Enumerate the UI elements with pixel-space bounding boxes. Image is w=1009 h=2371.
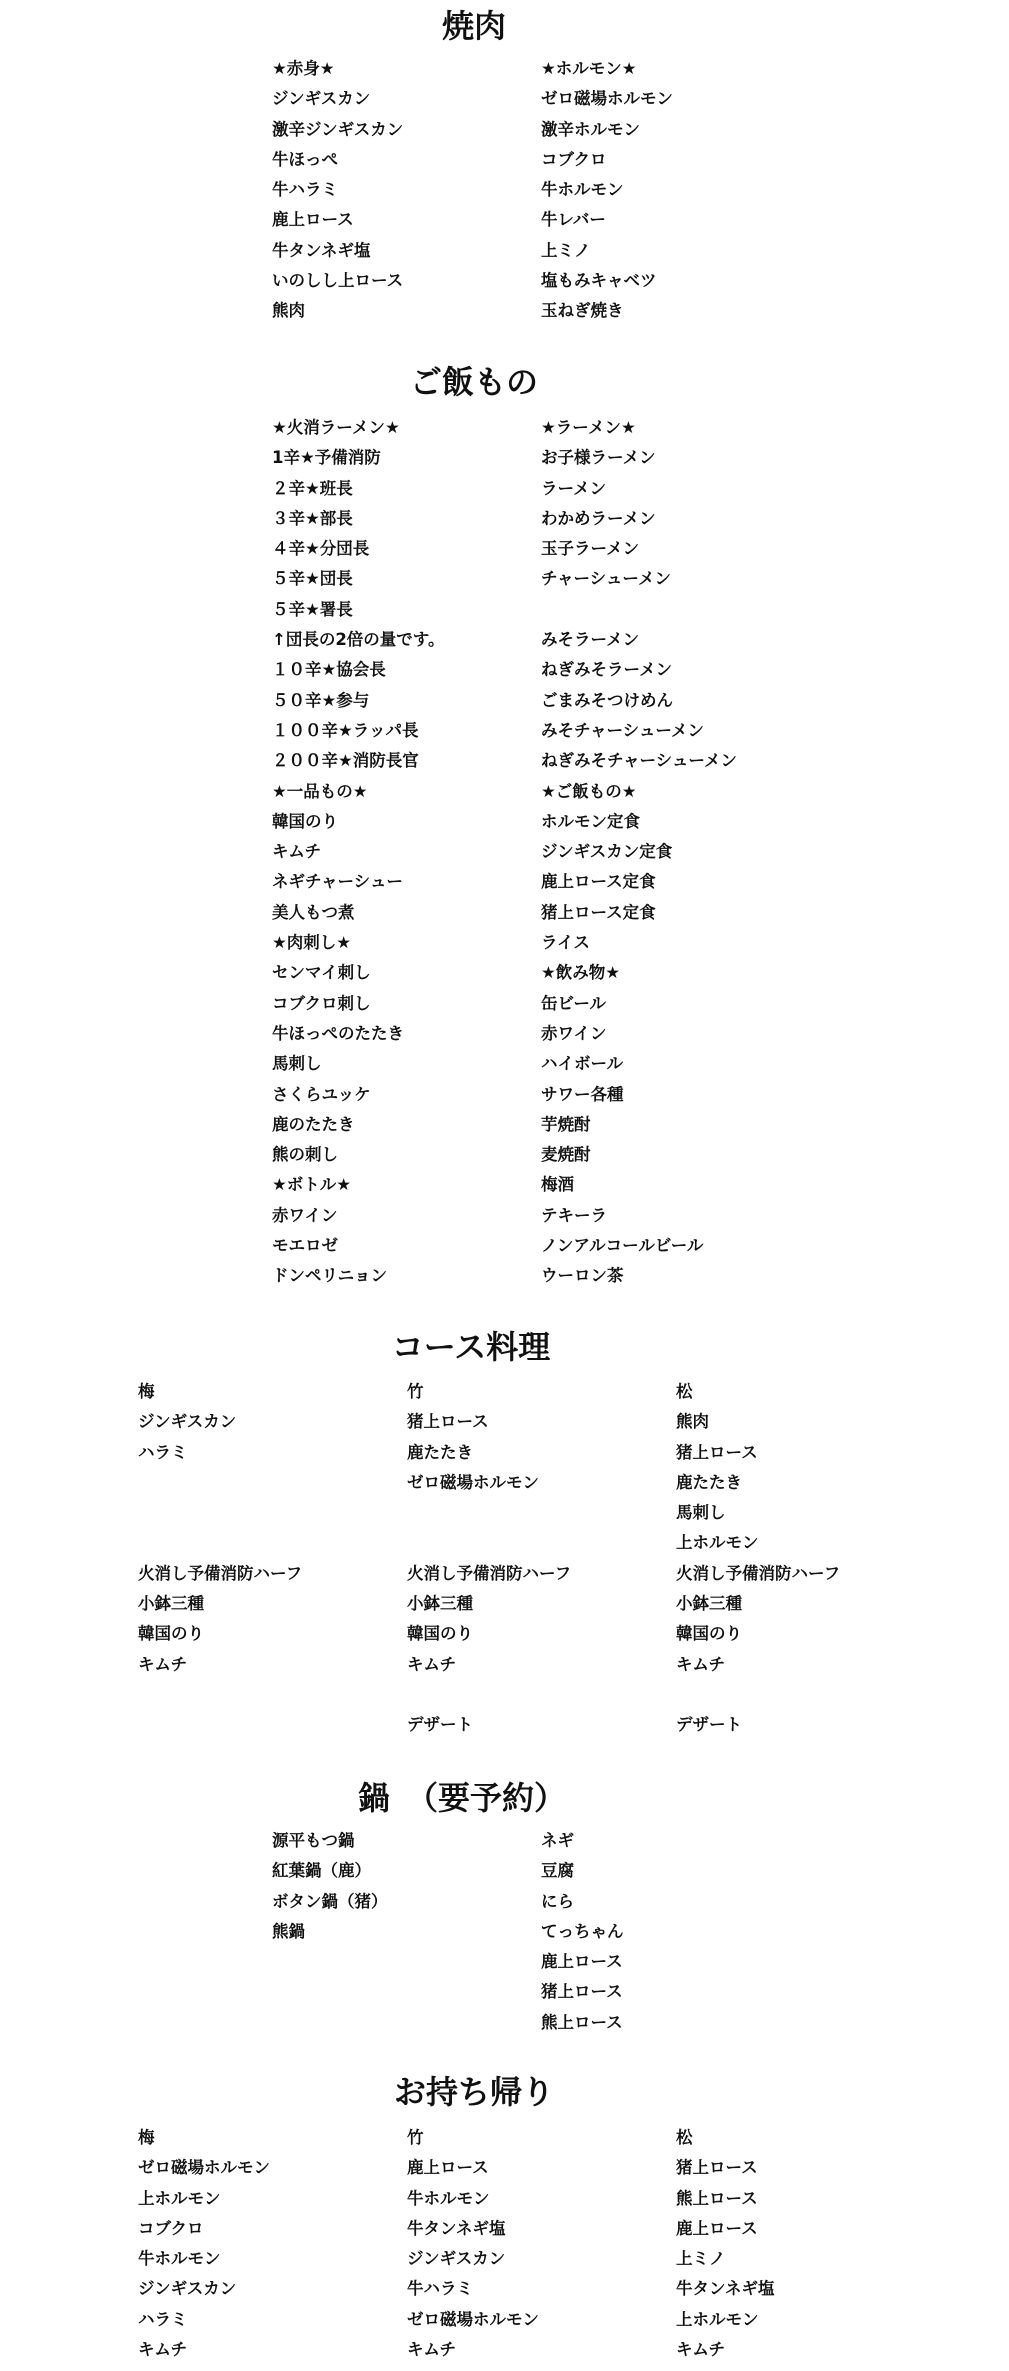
menu-item: 熊上ロース bbox=[676, 2188, 758, 2208]
menu-column-left bbox=[272, 1826, 388, 1947]
menu-item: ねぎみそラーメン bbox=[541, 660, 673, 680]
menu-item: 牛ハラミ bbox=[407, 2279, 473, 2299]
menu-item: ★ご飯もの★ bbox=[541, 781, 637, 801]
menu-item: ホルモン定食 bbox=[541, 811, 640, 831]
menu-item: 牛タンネギ塩 bbox=[676, 2279, 775, 2299]
menu-column-right bbox=[541, 1826, 624, 2038]
menu-item: 玉子ラーメン bbox=[541, 539, 640, 559]
takeout-column-ume bbox=[138, 2123, 270, 2365]
menu-column-right bbox=[541, 54, 673, 327]
menu-item: 熊上ロース bbox=[541, 2012, 623, 2032]
menu-item: 猪上ロース bbox=[676, 1442, 758, 1462]
menu-item: 小鉢三種 bbox=[407, 1594, 473, 1614]
menu-item: 牛タンネギ塩 bbox=[407, 2218, 506, 2238]
menu-item: 牛ホルモン bbox=[407, 2188, 490, 2208]
menu-item: 熊肉 bbox=[272, 301, 305, 321]
menu-item: にら bbox=[541, 1891, 574, 1911]
menu-item: 馬刺し bbox=[272, 1054, 322, 1074]
menu-item: 鹿上ロース bbox=[407, 2158, 489, 2178]
menu-item: ★飲み物★ bbox=[541, 963, 621, 983]
menu-item: キムチ bbox=[138, 1654, 188, 1674]
menu-item: 韓国のり bbox=[676, 1624, 742, 1644]
menu-item: いのしし上ロース bbox=[272, 271, 404, 291]
blank-row bbox=[138, 1498, 302, 1528]
menu-item: キムチ bbox=[407, 2340, 457, 2360]
menu-item: ↑団長の2倍の量です。 bbox=[272, 630, 445, 650]
menu-item: ★火消ラーメン★ bbox=[272, 418, 400, 437]
menu-item: 鹿たたき bbox=[407, 1442, 473, 1462]
menu-item: センマイ刺し bbox=[272, 963, 371, 983]
menu-item: わかめラーメン bbox=[541, 508, 656, 528]
menu-item: お子様ラーメン bbox=[541, 448, 656, 468]
menu-item: ★肉刺し★ bbox=[272, 933, 352, 953]
menu-item: １０辛★協会長 bbox=[272, 660, 386, 680]
menu-item: 鹿上ロース定食 bbox=[541, 872, 656, 892]
menu-item: ★赤身★ bbox=[272, 59, 335, 78]
menu-item: 紅葉鍋（鹿） bbox=[272, 1861, 371, 1881]
menu-item: 火消し予備消防ハーフ bbox=[676, 1563, 841, 1583]
menu-item: ボタン鍋（猪） bbox=[272, 1891, 388, 1911]
menu-item: ★一品もの★ bbox=[272, 781, 368, 801]
menu-item: 玉ねぎ焼き bbox=[541, 301, 624, 321]
menu-item: 塩もみキャベツ bbox=[541, 271, 657, 291]
menu-item: 猪上ロース定食 bbox=[541, 902, 656, 922]
menu-item: ジンギスカン定食 bbox=[541, 842, 673, 862]
menu-item: ドンペリニョン bbox=[272, 1266, 388, 1286]
section-title: ご飯もの bbox=[409, 363, 539, 401]
menu-item: ゼロ磁場ホルモン bbox=[407, 2309, 539, 2329]
menu-item: 上ミノ bbox=[541, 240, 591, 260]
menu-item: 梅 bbox=[138, 1382, 155, 1401]
menu-item: 熊鍋 bbox=[272, 1921, 305, 1941]
menu-item: ラーメン bbox=[541, 478, 607, 498]
course-column-matsu bbox=[676, 1377, 840, 1741]
menu-item: 上ミノ bbox=[676, 2249, 726, 2269]
menu-item: 鹿のたたき bbox=[272, 1114, 355, 1134]
menu-item: ５０辛★参与 bbox=[272, 690, 370, 710]
menu-item: 竹 bbox=[407, 2128, 424, 2147]
menu-item: ジンギスカン bbox=[138, 2279, 237, 2299]
menu-item: 松 bbox=[676, 2128, 693, 2147]
menu-item: 韓国のり bbox=[138, 1624, 204, 1644]
menu-item: コブクロ bbox=[541, 149, 607, 169]
menu-item: ネギ bbox=[541, 1831, 574, 1850]
menu-item: キムチ bbox=[272, 842, 322, 862]
menu-item: デザート bbox=[407, 1715, 473, 1735]
menu-item: ウーロン茶 bbox=[541, 1266, 624, 1286]
menu-item: ごまみそつけめん bbox=[541, 690, 673, 710]
menu-item: 熊肉 bbox=[676, 1412, 709, 1432]
blank-row bbox=[676, 1680, 840, 1710]
menu-item: ハイボール bbox=[541, 1054, 624, 1074]
menu-item: １００辛★ラッパ長 bbox=[272, 720, 419, 740]
menu-item: 牛ホルモン bbox=[541, 180, 624, 200]
menu-item: 鹿上ロース bbox=[676, 2218, 758, 2238]
menu-item: 激辛ジンギスカン bbox=[272, 119, 404, 139]
menu-item: ３辛★部長 bbox=[272, 508, 353, 528]
menu-item: 牛ホルモン bbox=[138, 2249, 221, 2269]
menu-item: ２００辛★消防長官 bbox=[272, 751, 419, 771]
section-title: 鍋 （要予約） bbox=[357, 1779, 567, 1817]
section-title: お持ち帰り bbox=[393, 2073, 555, 2111]
menu-item: ハラミ bbox=[138, 1442, 188, 1462]
menu-item: 梅 bbox=[138, 2128, 155, 2147]
blank-row bbox=[407, 1528, 571, 1558]
menu-item: 小鉢三種 bbox=[138, 1594, 204, 1614]
menu-item: ねぎみそチャーシューメン bbox=[541, 751, 738, 771]
menu-item: ゼロ磁場ホルモン bbox=[407, 1472, 539, 1492]
course-column-take bbox=[407, 1377, 571, 1741]
menu-item: 上ホルモン bbox=[138, 2188, 221, 2208]
menu-item: 熊の刺し bbox=[272, 1145, 338, 1165]
menu-item: ★ホルモン★ bbox=[541, 59, 637, 78]
menu-item: 鹿たたき bbox=[676, 1472, 742, 1492]
menu-item: 猪上ロース bbox=[407, 1412, 489, 1432]
menu-item: ５辛★団長 bbox=[272, 569, 353, 589]
menu-column-left bbox=[272, 54, 403, 327]
menu-item: ノンアルコールビール bbox=[541, 1236, 704, 1256]
blank-row bbox=[407, 1498, 571, 1528]
menu-item: キムチ bbox=[676, 1654, 726, 1674]
menu-item: 牛タンネギ塩 bbox=[272, 240, 371, 260]
menu-item: 韓国のり bbox=[407, 1624, 473, 1644]
menu-item: 豆腐 bbox=[541, 1861, 574, 1881]
menu-item: チャーシューメン bbox=[541, 569, 672, 589]
menu-item: 源平もつ鍋 bbox=[272, 1831, 355, 1850]
menu-item: 牛ハラミ bbox=[272, 180, 338, 200]
menu-item: サワー各種 bbox=[541, 1084, 624, 1104]
menu-item: ★ボトル★ bbox=[272, 1175, 352, 1195]
menu-column-right bbox=[541, 413, 737, 1292]
menu-item: てっちゃん bbox=[541, 1921, 624, 1941]
menu-item: 美人もつ煮 bbox=[272, 902, 355, 922]
menu-item: 上ホルモン bbox=[676, 2309, 759, 2329]
menu-item: キムチ bbox=[676, 2340, 726, 2360]
menu-item: モエロゼ bbox=[272, 1236, 338, 1256]
menu-item: ５辛★署長 bbox=[272, 599, 353, 619]
menu-item: 竹 bbox=[407, 1382, 424, 1401]
menu-item: 上ホルモン bbox=[676, 1533, 759, 1553]
blank-row bbox=[138, 1468, 302, 1498]
menu-item: 鹿上ロース bbox=[272, 210, 354, 230]
menu-item: 鹿上ロース bbox=[541, 1952, 623, 1972]
blank-row bbox=[138, 1528, 302, 1558]
takeout-column-matsu bbox=[676, 2123, 775, 2365]
menu-item: ４辛★分団長 bbox=[272, 539, 370, 559]
menu-item: 小鉢三種 bbox=[676, 1594, 742, 1614]
section-title: 焼肉 bbox=[441, 7, 507, 45]
menu-item: 韓国のり bbox=[272, 811, 338, 831]
menu-item: ２辛★班長 bbox=[272, 478, 353, 498]
takeout-column-take bbox=[407, 2123, 539, 2365]
menu-item: テキーラ bbox=[541, 1205, 607, 1225]
menu-item: 缶ビール bbox=[541, 993, 607, 1013]
menu-item: 牛ほっぺ bbox=[272, 149, 338, 169]
menu-item: コブクロ刺し bbox=[272, 993, 371, 1013]
menu-item: ゼロ磁場ホルモン bbox=[541, 89, 673, 109]
menu-item: キムチ bbox=[407, 1654, 457, 1674]
menu-item: ジンギスカン bbox=[138, 1412, 237, 1432]
menu-item: ゼロ磁場ホルモン bbox=[138, 2158, 270, 2178]
menu-item: ジンギスカン bbox=[407, 2249, 506, 2269]
menu-item: ハラミ bbox=[138, 2309, 188, 2329]
menu-item: 芋焼酎 bbox=[541, 1114, 591, 1134]
menu-item: 火消し予備消防ハーフ bbox=[138, 1563, 303, 1583]
menu-item: ★ラーメン★ bbox=[541, 418, 636, 437]
menu-item: 麦焼酎 bbox=[541, 1145, 591, 1165]
menu-item: 馬刺し bbox=[676, 1503, 726, 1523]
menu-item: ライス bbox=[541, 933, 590, 953]
menu-item: みそチャーシューメン bbox=[541, 720, 705, 740]
menu-item: デザート bbox=[676, 1715, 742, 1735]
menu-item: 梅酒 bbox=[541, 1175, 574, 1195]
menu-item: 赤ワイン bbox=[541, 1023, 607, 1043]
course-column-ume bbox=[138, 1377, 302, 1680]
menu-item: 牛ほっぺのたたき bbox=[272, 1023, 404, 1043]
menu-item: 激辛ホルモン bbox=[541, 119, 640, 139]
menu-item: 赤ワイン bbox=[272, 1205, 338, 1225]
menu-item: 松 bbox=[676, 1382, 693, 1401]
menu-item: ネギチャーシュー bbox=[272, 872, 403, 892]
menu-item: 牛レバー bbox=[541, 210, 606, 230]
menu-item: 火消し予備消防ハーフ bbox=[407, 1563, 572, 1583]
menu-item: 1辛★予備消防 bbox=[272, 448, 381, 468]
menu-item: キムチ bbox=[138, 2340, 188, 2360]
menu-item: みそラーメン bbox=[541, 630, 640, 650]
section-title: コース料理 bbox=[391, 1328, 551, 1366]
menu-item: さくらユッケ bbox=[272, 1084, 371, 1104]
menu-column-left bbox=[272, 413, 445, 1292]
menu-item: コブクロ bbox=[138, 2218, 204, 2238]
blank-row bbox=[541, 595, 737, 625]
menu-item: 猪上ロース bbox=[541, 1982, 623, 2002]
blank-row bbox=[407, 1680, 571, 1710]
menu-item: ジンギスカン bbox=[272, 89, 371, 109]
menu-item: 猪上ロース bbox=[676, 2158, 758, 2178]
